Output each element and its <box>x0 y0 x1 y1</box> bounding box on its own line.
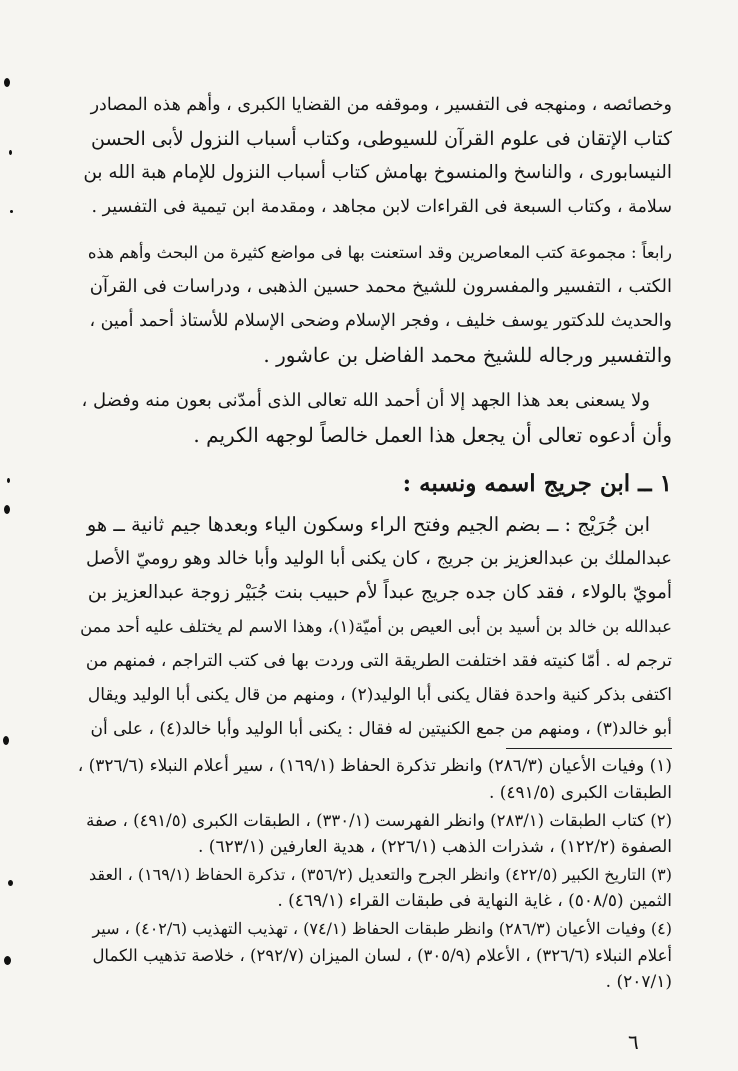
footnote-line: أعلام النبلاء (٣٢٦/٦) ، الأعلام (٣٠٥/٩) ، لسان الميزان (٢٩٢/٧) ، خلاصة تذهيب الكمال <box>92 946 672 965</box>
footnote-line: (٣) التاريخ الكبير (٤٢٢/٥) وانظر الجرح والتعديل (٣٥٦/٢) ، تذكرة الحفاظ (١٦٩/١) ، العقد <box>88 865 672 884</box>
page-number: ٦ <box>628 1030 639 1054</box>
scan-mark <box>9 150 12 155</box>
footnote-line: (٢) كتاب الطبقات (٢٨٣/١) وانظر الفهرست (٣٣٠/١) ، الطبقات الكبرى (٤٩١/٥) ، صفة <box>86 811 672 830</box>
paragraph-thanks <box>78 384 672 452</box>
text-line: والحديث للدكتور يوسف خليف ، وفجر الإسلام وضحى الإسلام للأستاذ أحمد أمين ، <box>89 311 672 331</box>
scan-mark <box>3 736 9 745</box>
text-line: الكتب ، التفسير والمفسرون للشيخ محمد حسين الذهبى ، ودراسات فى القرآن <box>89 276 672 297</box>
scan-mark <box>4 505 10 514</box>
footnote-line: الطبقات الكبرى (٤٩١/٥) . <box>488 783 672 803</box>
text-line: ابن جُرَيْج : ــ بضم الجيم وفتح الراء وسكون الياء وبعدها جيم ثانية ــ هو <box>86 513 650 536</box>
text-line: رابعاً : مجموعة كتب المعاصرين وقد استعنت بها فى مواضع كثيرة من البحث وأهم هذه <box>87 243 672 262</box>
text-line: وأن أدعوه تعالى أن يجعل هذا العمل خالصاً لوجهه الكريم . <box>193 423 672 447</box>
text-line: عبدالملك بن عبدالعزيز بن جريج ، كان يكنى أبا الوليد وأبا خالد وهو روميّ الأصل <box>85 548 672 569</box>
scan-mark <box>7 478 10 483</box>
scan-mark <box>4 956 11 965</box>
text-line: كتاب الإتقان فى علوم القرآن للسيوطى، وكتاب أسباب النزول لأبى الحسن <box>90 128 672 150</box>
footnote-line: (٤) وفيات الأعيان (٢٨٦/٣) وانظر طبقات الحفاظ (٧٤/١) ، تهذيب التهذيب (٤٠٢/٦) ، سير <box>92 919 672 938</box>
paragraph-sources <box>78 88 672 224</box>
scan-mark <box>8 880 13 886</box>
text-line: وخصائصه ، ومنهجه فى التفسير ، وموقفه من القضايا الكبرى ، وأهم هذه المصادر <box>90 95 672 115</box>
footnote-line: الثمين (٥٠٨/٥) ، غاية النهاية فى طبقات القراء (٤٦٩/١) . <box>277 891 672 911</box>
paragraph-modern-books <box>78 236 672 372</box>
footnotes <box>78 753 672 996</box>
footnote-line: (١) وفيات الأعيان (٢٨٦/٣) وانظر تذكرة الحفاظ (١٦٩/١) ، سير أعلام النبلاء (٣٢٦/٦) ، <box>78 756 672 776</box>
text-line: سلامة ، وكتاب السبعة فى القراءات لابن مجاهد ، ومقدمة ابن تيمية فى التفسير . <box>91 197 672 217</box>
text-line: اكتفى بذكر كنية واحدة فقال يكنى أبا الوليد(٢) ، ومنهم من قال يكنى أبا الوليد ويقال <box>87 685 672 705</box>
text-line: عبدالله بن خالد بن أسيد بن أبى العيص بن أميّة(١)، وهذا الاسم لم يختلف عليه أحد ممن <box>80 617 672 636</box>
footnote-line: الصفوة (١٢٢/٢) ، شذرات الذهب (٢٢٦/١) ، هدية العارفين (٦٢٣/١) . <box>198 837 672 857</box>
scan-mark <box>10 210 13 213</box>
paragraph-biography <box>78 508 672 746</box>
text-line: أبو خالد(٣) ، ومنهم من جمع الكنيتين له فقال : يكنى أبا الوليد وأبا خالد(٤) ، على أن <box>90 719 672 739</box>
footnote-separator <box>506 748 672 749</box>
text-line: ترجم له . أمّا كنيته فقد اختلفت الطريقة التى وردت بها فى كتب التراجم ، فمنهم من <box>85 651 672 671</box>
scan-mark <box>4 78 10 87</box>
section-heading: ١ ــ ابن جريج اسمه ونسبه : <box>402 470 672 497</box>
text-line: النيسابورى ، والناسخ والمنسوخ بهامش كتاب أسباب النزول للإمام هبة الله بن <box>83 162 672 183</box>
footnote-line: (٢٠٧/١) . <box>605 972 672 992</box>
text-line: ولا يسعنى بعد هذا الجهد إلا أن أحمد الله تعالى الذى أمدّنى بعون منه وفضل ، <box>81 390 650 411</box>
page-text <box>78 88 672 996</box>
text-line: أمويّ بالولاء ، فقد كان جده جريج عبداً لأم حبيب بنت جُبَيْر زوجة عبدالعزيز بن <box>87 582 672 603</box>
text-line: والتفسير ورجاله للشيخ محمد الفاضل بن عاشور . <box>263 343 672 367</box>
